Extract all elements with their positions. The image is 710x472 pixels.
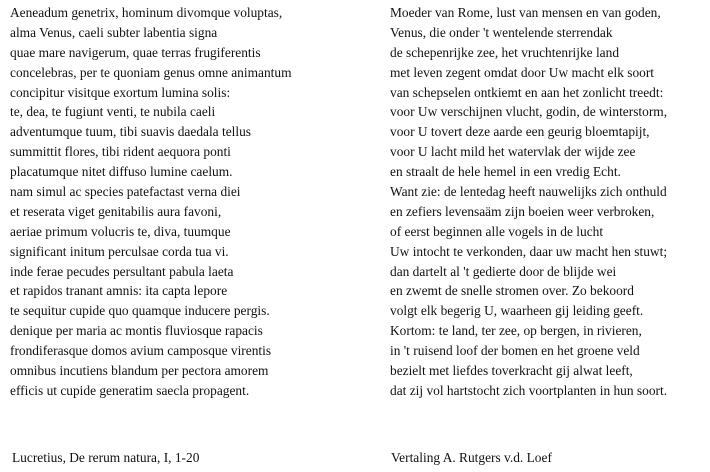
poem-line: en zefiers levensaäm zijn boeien weer verbroken,: [390, 203, 655, 219]
dutch-poem: [390, 3, 667, 401]
poem-line: alma Venus, caeli subter labentia signa: [10, 24, 218, 40]
poem-line: frondiferasque domos avium camposque virentis: [10, 343, 272, 359]
poem-line: aeriae primum volucris te, diva, tuumque: [10, 223, 231, 239]
poem-line: en zwemt de snelle stromen over. Zo bekoord: [390, 283, 634, 299]
poem-line: concipitur visitque exortum lumina solis:: [10, 84, 231, 100]
poem-line: te, dea, te fugiunt venti, te nubila caeli: [10, 104, 216, 120]
poem-line: te sequitur cupide quo quamque inducere pergis.: [10, 303, 270, 319]
poem-line: de schepenrijke zee, het vruchtenrijke land: [390, 44, 620, 60]
poem-line: efficis ut cupide generatim saecla propagent.: [10, 382, 250, 398]
poem-line: et reserata viget genitabilis aura favoni,: [10, 203, 222, 219]
poem-line: adventumque tuum, tibi suavis daedala tellus: [10, 124, 251, 140]
poem-line: omnibus incutiens blandum per pectora amorem: [10, 363, 269, 379]
poem-line: inde ferae pecudes persultant pabula laeta: [10, 263, 234, 279]
latin-poem: [10, 3, 292, 401]
poem-line: van schepselen ontkiemt en aan het zonlicht treedt:: [390, 84, 664, 100]
poem-line: nam simul ac species patefactast verna diei: [10, 184, 241, 200]
poem-line: of eerst beginnen alle vogels in de lucht: [390, 223, 604, 239]
poem-line: Moeder van Rome, lust van mensen en van goden,: [390, 5, 661, 20]
poem-line: Want zie: de lentedag heeft nauwelijks zich onthuld: [390, 184, 667, 200]
translation-credit: Vertaling A. Rutgers v.d. Loef: [391, 450, 552, 465]
poem-line: en straalt de hele hemel in een vredig Echt.: [390, 164, 621, 180]
poem-line: met leven zegent omdat door Uw macht elk soort: [390, 64, 655, 80]
poem-line: volgt elk begerig U, waarheen gij leiding geeft.: [390, 303, 644, 319]
poem-line: et rapidos tranant amnis: ita capta lepore: [10, 283, 228, 299]
poem-line: voor Uw verschijnen vlucht, godin, de winterstorm,: [390, 104, 668, 120]
poem-line: dat zij vol hartstocht zich voortplanten in hun soort.: [390, 382, 668, 398]
poem-line: quae mare navigerum, quae terras frugiferentis: [10, 44, 261, 60]
poem-line: summittit flores, tibi rident aequora ponti: [10, 144, 231, 160]
poem-line: in 't ruisend loof der bomen en het groene veld: [390, 343, 640, 359]
poem-line: denique per maria ac montis fluviosque rapacis: [10, 323, 263, 339]
poem-line: voor U tovert deze aarde een geurig bloemtapijt,: [390, 124, 650, 140]
latin-source-credit: Lucretius, De rerum natura, I, 1-20: [12, 450, 200, 465]
poem-line: Kortom: te land, ter zee, op bergen, in rivieren,: [390, 323, 642, 339]
poem-line: placatumque nitet diffuso lumine caelum.: [10, 164, 233, 180]
poem-line: Aeneadum genetrix, hominum divomque voluptas,: [10, 5, 283, 20]
poem-line: voor U lacht mild het watervlak der wijde zee: [390, 144, 636, 160]
poem-line: dan dartelt al 't gedierte door de blijde wei: [390, 263, 617, 279]
poem-line: Uw intocht te verkonden, daar uw macht hen stuwt;: [390, 243, 668, 259]
poem-line: significant initum perculsae corda tua vi.: [10, 243, 229, 259]
poem-line: Venus, die onder 't wentelende sterrendak: [390, 24, 613, 40]
poem-line: concelebras, per te quoniam genus omne animantum: [10, 64, 292, 80]
poem-line: bezielt met liefdes toverkracht gij alwat leeft,: [390, 363, 633, 379]
